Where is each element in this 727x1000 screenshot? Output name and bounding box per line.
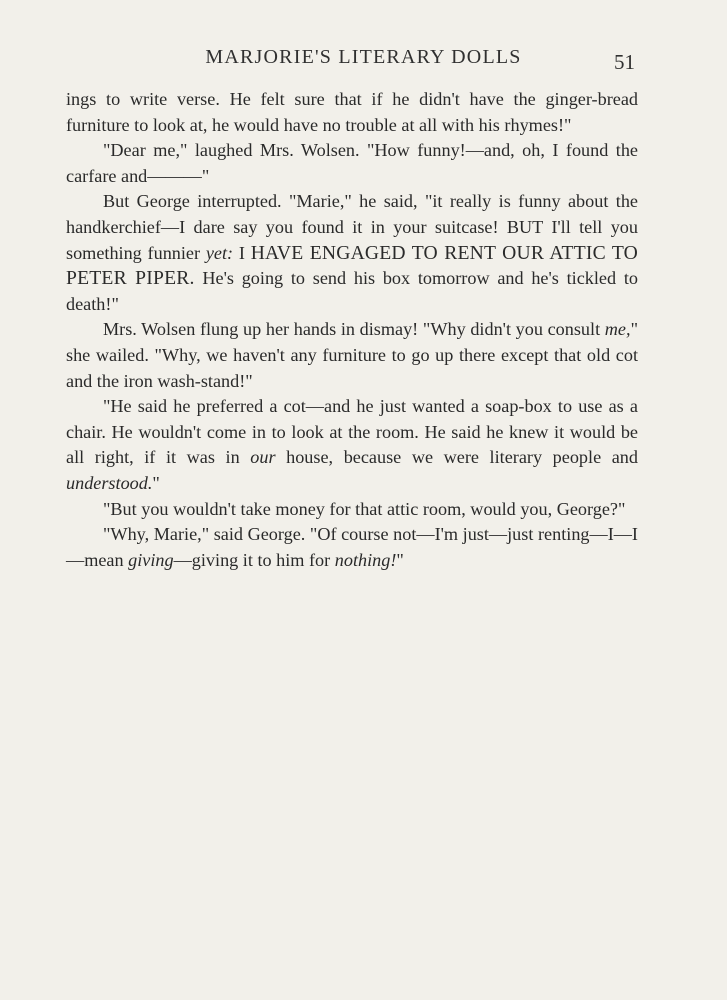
italic-text: giving [128,549,174,570]
text-run: "But you wouldn't take money for that attic room, would you, George?" [103,498,626,519]
text-run: "Dear me," laughed Mrs. Wolsen. "How funny!—and, oh, I found the carfare and———" [66,140,638,186]
paragraph-2 [66,138,638,189]
text-run: " [152,472,160,493]
running-head: MARJORIE'S LITERARY DOLLS [205,46,522,68]
italic-text: yet: [205,242,234,263]
paragraph-3 [66,189,638,317]
text-run: "He said he preferred a cot—and he just wanted a soap-box to use as a chair. He wouldn't come in to look at the room. He said he knew it would be all right, if it was in [66,396,638,468]
paragraph-7 [66,522,638,573]
paragraph-6 [66,497,638,523]
paragraph-5 [66,394,638,496]
body-text [66,87,638,573]
italic-text: me, [604,319,631,340]
text-run: But George interrupted. "Marie," he said, "it really is funny about the handkerchief—I dare say you found it in your suitcase! BUT I'll tell you something funnier [66,191,638,263]
paragraph-1 [66,87,638,138]
text-run: ings to write verse. He felt sure that if he didn't have the ginger-bread furniture to look at, he would have no trouble at all with his rhymes!" [66,89,638,135]
text-run: I [233,242,251,263]
text-run: "Why, Marie," said George. "Of course not—I'm just—just renting—I—I—mean [66,524,638,570]
italic-text: our [250,447,276,468]
page-number: 51 [614,50,635,74]
italic-text: nothing! [334,549,397,570]
paragraph-4 [66,317,638,394]
text-run: He's going to send his box tomorrow and he's tickled to death!" [66,268,638,314]
italic-text: understood. [66,472,153,493]
text-run: Mrs. Wolsen flung up her hands in dismay! "Why didn't you consult [103,319,605,340]
text-run: " she wailed. "Why, we haven't any furniture to go up there except that old cot and the iron wash-stand!" [66,319,638,391]
text-run: " [396,549,404,570]
text-run: —giving it to him for [173,549,335,570]
capitalized-text: HAVE ENGAGED TO RENT OUR ATTIC TO PETER PIPER. [66,242,638,290]
text-run: house, because we were literary people and [275,447,638,468]
